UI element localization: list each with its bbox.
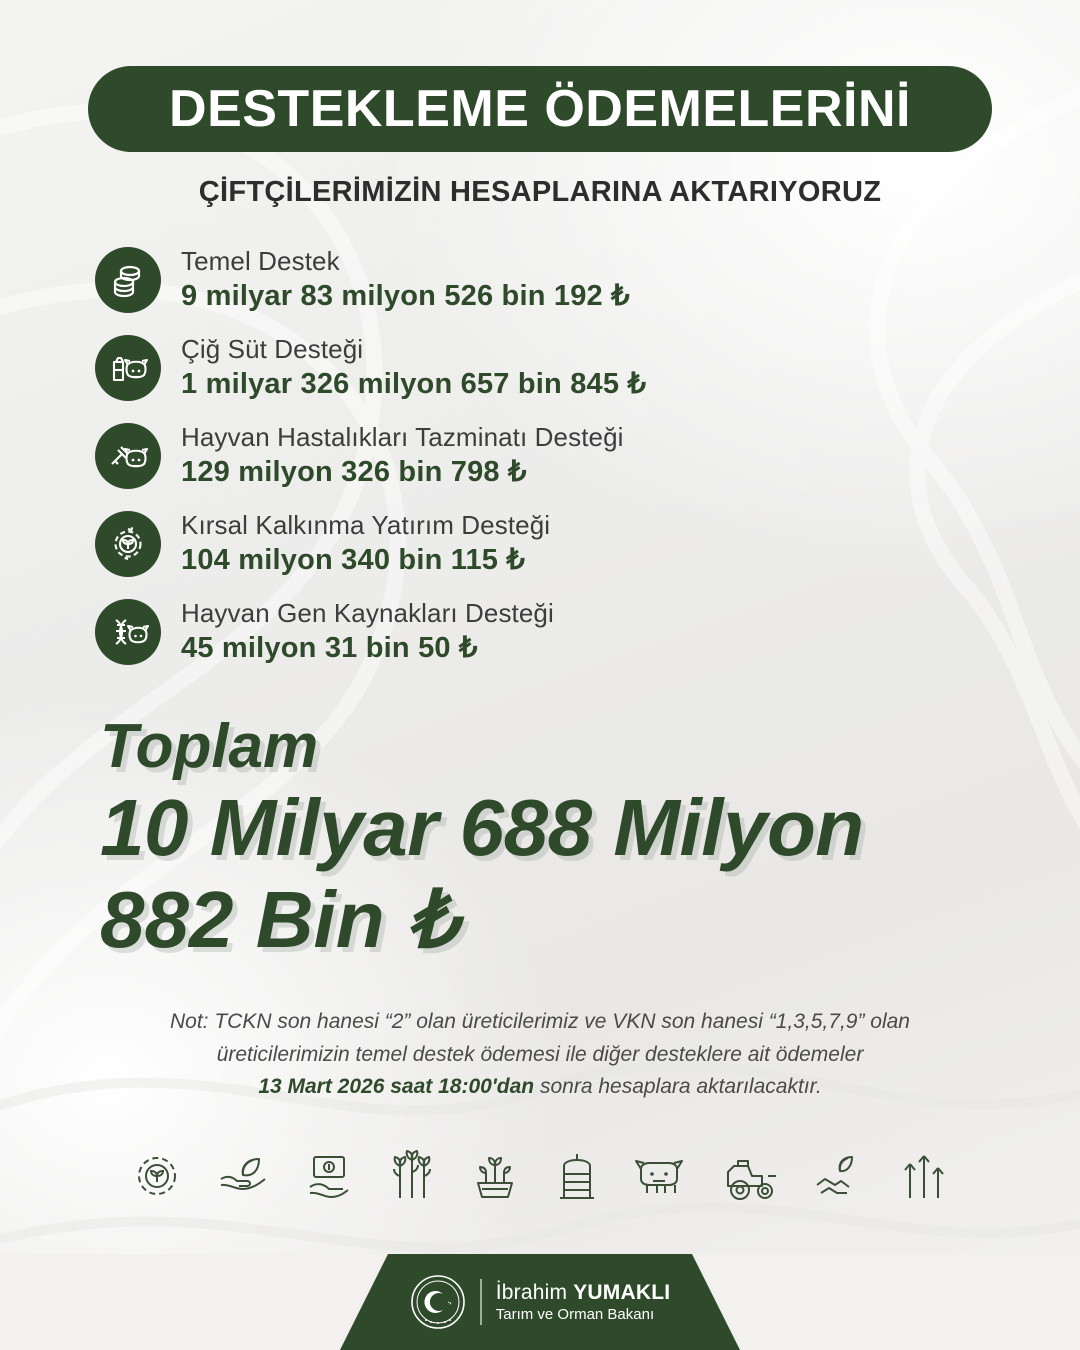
dna-cow-icon <box>107 612 149 652</box>
gear-sprout-icon <box>130 1149 184 1203</box>
footnote <box>120 1006 960 1104</box>
support-items-list <box>95 236 995 676</box>
hand-money-plant-icon <box>302 1149 356 1203</box>
title-pill <box>88 66 992 152</box>
item-label: Kırsal Kalkınma Yatırım Desteği <box>181 509 551 540</box>
wheat-icon <box>385 1148 439 1204</box>
coins-icon <box>108 260 148 300</box>
item-amount: 104 milyon 340 bin 115 ₺ <box>181 543 526 576</box>
footer-band <box>0 1254 1080 1350</box>
tractor-icon <box>720 1150 782 1202</box>
minister-role: Tarım ve Orman Bakanı <box>495 1305 655 1323</box>
footnote-tail: sonra hesaplara aktarılacaktır. <box>534 1075 822 1099</box>
item-amount: 1 milyar 326 milyon 657 bin 845 ₺ <box>181 367 647 400</box>
footnote-line-2: üreticilerimizin temel destek ödemesi ile diğer desteklere ait ödemeler <box>216 1042 864 1066</box>
hand-leaf-icon <box>213 1149 273 1203</box>
growth-arrows-icon <box>898 1148 950 1204</box>
icon-badge <box>95 423 161 489</box>
icon-badge <box>95 599 161 665</box>
icon-badge <box>95 247 161 313</box>
dashed-path <box>0 1118 1080 1120</box>
footnote-line-3 <box>120 1071 960 1104</box>
republic-of-turkiye-seal-icon <box>410 1274 466 1330</box>
list-item <box>95 324 995 412</box>
item-label: Hayvan Gen Kaynakları Desteği <box>181 597 554 628</box>
minister-last-name: YUMAKLI <box>573 1280 671 1304</box>
total-block <box>100 712 1000 964</box>
icon-strip <box>0 1118 1080 1228</box>
list-item <box>95 588 995 676</box>
list-item <box>95 412 995 500</box>
silo-icon <box>552 1148 602 1204</box>
icon-strip-row <box>130 1136 950 1216</box>
total-amount-line-1: 10 Milyar 688 Milyon <box>100 783 864 872</box>
minister-name <box>496 1280 671 1306</box>
item-label: Çiğ Süt Desteği <box>181 333 364 364</box>
list-item <box>95 236 995 324</box>
seedling-crate-icon <box>468 1149 522 1203</box>
page-title: DESTEKLEME ÖDEMELERİNİ <box>169 80 911 138</box>
footnote-line-1: Not: TCKN son hanesi “2” olan üreticilerimiz ve VKN son hanesi “1,3,5,7,9” olan <box>169 1010 910 1033</box>
handshake-plant-icon <box>811 1149 869 1203</box>
item-label: Temel Destek <box>181 245 340 276</box>
item-amount: 45 milyon 31 bin 50 ₺ <box>181 631 478 664</box>
footer-content <box>340 1254 740 1350</box>
icon-badge <box>95 335 161 401</box>
page-subtitle: ÇİFTÇİLERİMİZİN HESAPLARINA AKTARIYORUZ <box>198 176 882 208</box>
cow-icon <box>631 1151 691 1201</box>
total-amount-line-2: 882 Bin ₺ <box>100 875 458 964</box>
icon-badge <box>95 511 161 577</box>
total-label: Toplam <box>100 712 319 781</box>
item-amount: 129 milyon 326 bin 798 ₺ <box>181 455 527 488</box>
list-item <box>95 500 995 588</box>
footnote-date: 13 Mart 2026 saat 18:00'dan <box>258 1075 535 1099</box>
footer-divider <box>480 1279 482 1325</box>
minister-first-name: İbrahim <box>495 1280 574 1304</box>
minister-info <box>496 1280 671 1325</box>
vaccine-cow-icon <box>107 436 149 476</box>
gear-sprout-icon <box>108 524 148 564</box>
item-label: Hayvan Hastalıkları Tazminatı Desteği <box>181 421 624 452</box>
milk-cow-icon <box>107 348 149 388</box>
item-amount: 9 milyar 83 milyon 526 bin 192 ₺ <box>181 279 630 312</box>
